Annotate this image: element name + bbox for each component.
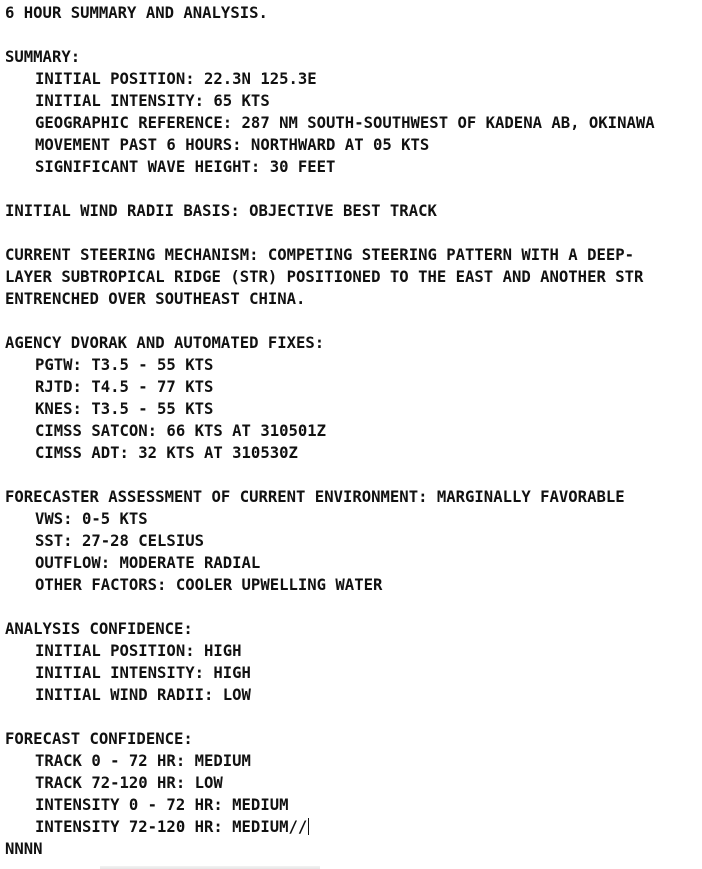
geographic-reference-line: GEOGRAPHIC REFERENCE: 287 NM SOUTH-SOUTHWEST OF KADENA AB, OKINAWA — [35, 114, 655, 132]
forecast-item-track-0-72: TRACK 0 - 72 HR: MEDIUM — [35, 752, 251, 770]
fix-item-adt: CIMSS ADT: 32 KTS AT 310530Z — [35, 444, 298, 462]
wind-radii-basis-line: INITIAL WIND RADII BASIS: OBJECTIVE BEST TRACK — [5, 202, 437, 220]
summary-heading: SUMMARY: — [5, 48, 81, 66]
fixes-heading: AGENCY DVORAK AND AUTOMATED FIXES: — [5, 334, 325, 352]
fix-item-rjtd: RJTD: T4.5 - 77 KTS — [35, 378, 214, 396]
blank-line — [5, 706, 702, 728]
environment-heading: FORECASTER ASSESSMENT OF CURRENT ENVIRONMENT: MARGINALLY FAVORABLE — [5, 488, 625, 506]
end-marker: NNNN — [5, 840, 43, 858]
blank-line — [5, 464, 702, 486]
movement-line: MOVEMENT PAST 6 HOURS: NORTHWARD AT 05 KTS — [35, 136, 430, 154]
steering-line-1: CURRENT STEERING MECHANISM: COMPETING STEERING PATTERN WITH A DEEP- — [5, 246, 635, 264]
environment-item-other: OTHER FACTORS: COOLER UPWELLING WATER — [35, 576, 383, 594]
forecast-item-track-72-120: TRACK 72-120 HR: LOW — [35, 774, 223, 792]
forecast-item-intensity-72-120-row[interactable] — [5, 816, 702, 838]
fix-item-knes: KNES: T3.5 - 55 KTS — [35, 400, 214, 418]
environment-item-sst: SST: 27-28 CELSIUS — [35, 532, 204, 550]
fix-item-satcon: CIMSS SATCON: 66 KTS AT 310501Z — [35, 422, 327, 440]
initial-position-line: INITIAL POSITION: 22.3N 125.3E — [35, 70, 317, 88]
steering-line-2: LAYER SUBTROPICAL RIDGE (STR) POSITIONED TO THE EAST AND ANOTHER STR — [5, 268, 644, 286]
blank-line — [5, 310, 702, 332]
blank-line — [5, 222, 702, 244]
analysis-item-position: INITIAL POSITION: HIGH — [35, 642, 242, 660]
steering-line-3: ENTRENCHED OVER SOUTHEAST CHINA. — [5, 290, 306, 308]
forecast-item-intensity-72-120: INTENSITY 72-120 HR: MEDIUM// — [35, 818, 308, 836]
text-cursor — [308, 818, 309, 835]
forecast-confidence-heading: FORECAST CONFIDENCE: — [5, 730, 193, 748]
environment-item-outflow: OUTFLOW: MODERATE RADIAL — [35, 554, 261, 572]
analysis-confidence-heading: ANALYSIS CONFIDENCE: — [5, 620, 193, 638]
environment-item-vws: VWS: 0-5 KTS — [35, 510, 148, 528]
blank-line — [5, 24, 702, 46]
forecast-item-intensity-0-72: INTENSITY 0 - 72 HR: MEDIUM — [35, 796, 289, 814]
initial-intensity-line: INITIAL INTENSITY: 65 KTS — [35, 92, 270, 110]
analysis-item-intensity: INITIAL INTENSITY: HIGH — [35, 664, 251, 682]
wave-height-line: SIGNIFICANT WAVE HEIGHT: 30 FEET — [35, 158, 336, 176]
analysis-item-wind-radii: INITIAL WIND RADII: LOW — [35, 686, 251, 704]
blank-line — [5, 596, 702, 618]
document-title: 6 HOUR SUMMARY AND ANALYSIS. — [5, 4, 268, 22]
fix-item-pgtw: PGTW: T3.5 - 55 KTS — [35, 356, 214, 374]
bulletin-document — [5, 2, 702, 860]
blank-line — [5, 178, 702, 200]
